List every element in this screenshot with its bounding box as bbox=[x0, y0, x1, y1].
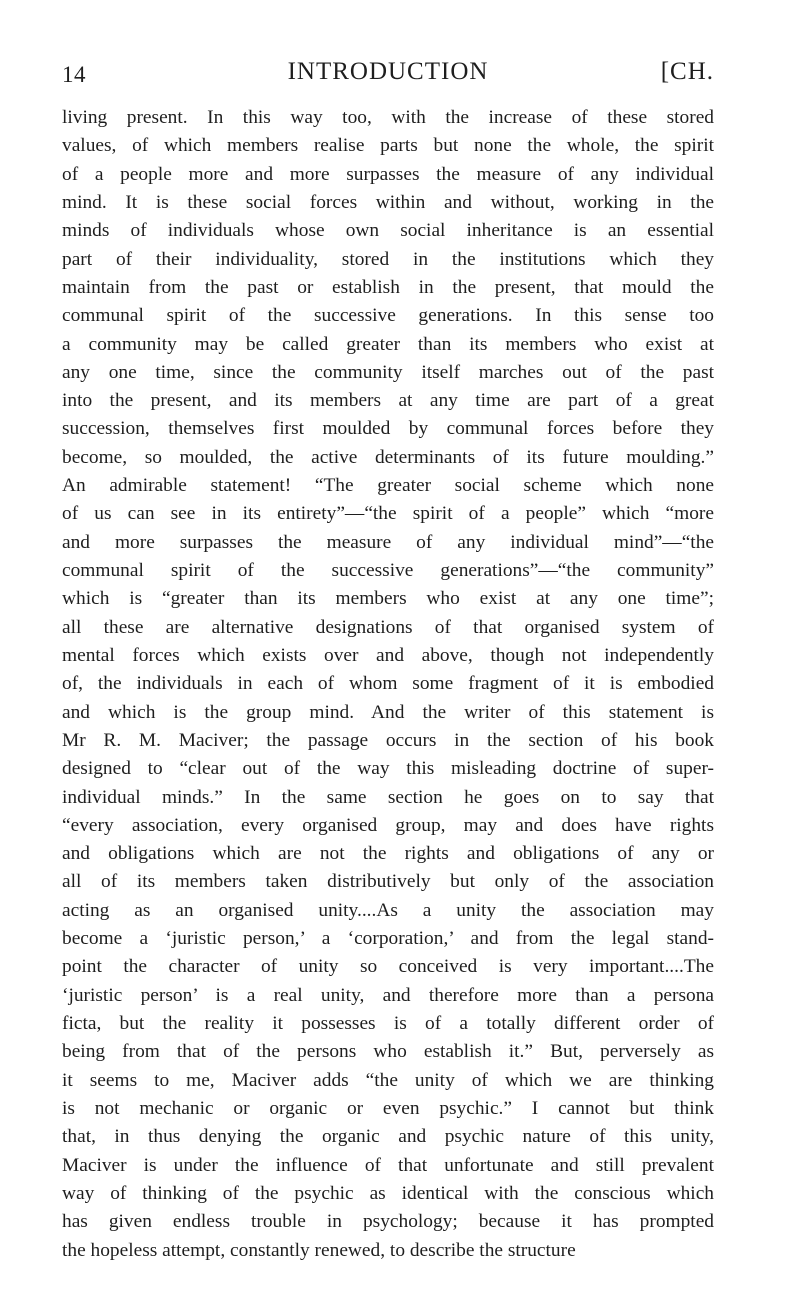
text-line: the hopeless attempt, constantly renewed, to describe the structure bbox=[62, 1239, 576, 1261]
text-line: ‘juristic person’ is a real unity, and therefore more than a persona bbox=[62, 984, 714, 1006]
text-line: of, the individuals in each of whom some fragment of it is embodied bbox=[62, 673, 714, 695]
text-line: minds of individuals whose own social inheritance is an essential bbox=[62, 220, 714, 242]
text-line: ficta, but the reality it possesses is of a totally different order of bbox=[62, 1013, 714, 1034]
text-line: point the character of unity so conceived is very important....The bbox=[62, 956, 714, 978]
text-line: has given endless trouble in psychology; because it has prompted bbox=[62, 1211, 714, 1233]
text-line: communal spirit of the successive generations”—“the community” bbox=[62, 560, 714, 581]
text-line: way of thinking of the psychic as identical with the conscious which bbox=[62, 1182, 714, 1204]
text-line: of us can see in its entirety”—“the spirit of a people” which “more bbox=[62, 503, 714, 525]
running-title: INTRODUCTION bbox=[287, 58, 489, 85]
body-text bbox=[62, 104, 714, 1265]
text-line: and obligations which are not the rights and obligations of any or bbox=[62, 843, 714, 865]
text-line: part of their individuality, stored in the institutions which they bbox=[62, 248, 714, 270]
text-line: of a people more and more surpasses the measure of any individual bbox=[62, 163, 714, 185]
text-line: it seems to me, Maciver adds “the unity of which we are thinking bbox=[62, 1069, 714, 1091]
text-line: succession, themselves first moulded by communal forces before they bbox=[62, 418, 714, 440]
text-line: individual minds.” In the same section he goes on to say that bbox=[62, 786, 714, 808]
text-line: values, of which members realise parts but none the whole, the spirit bbox=[62, 135, 714, 157]
text-line: that, in thus denying the organic and psychic nature of this unity, bbox=[62, 1126, 714, 1148]
text-line: become a ‘juristic person,’ a ‘corporation,’ and from the legal stand- bbox=[62, 928, 714, 950]
text-line: mental forces which exists over and above, though not independently bbox=[62, 644, 714, 666]
text-line: living present. In this way too, with the increase of these stored bbox=[62, 107, 714, 128]
text-line: all these are alternative designations of that organised system of bbox=[62, 616, 714, 638]
chapter-mark: [CH. bbox=[660, 58, 714, 85]
text-line: become, so moulded, the active determinants of its future moulding.” bbox=[62, 446, 714, 468]
text-line: designed to “clear out of the way this misleading doctrine of super- bbox=[62, 758, 714, 780]
text-line: acting as an organised unity....As a unity the association may bbox=[62, 899, 714, 921]
text-line: “every association, every organised group, may and does have rights bbox=[62, 814, 714, 836]
text-line: and more surpasses the measure of any individual mind”—“the bbox=[62, 531, 714, 553]
text-line: is not mechanic or organic or even psychic.” I cannot but think bbox=[62, 1097, 714, 1119]
running-head bbox=[62, 58, 714, 92]
text-line: and which is the group mind. And the writer of this statement is bbox=[62, 701, 714, 723]
text-line: communal spirit of the successive generations. In this sense too bbox=[62, 305, 714, 327]
page-number: 14 bbox=[62, 62, 86, 87]
text-line: maintain from the past or establish in the present, that mould the bbox=[62, 276, 714, 298]
text-line: being from that of the persons who establish it.” But, perversely as bbox=[62, 1041, 714, 1063]
text-line: which is “greater than its members who exist at any one time”; bbox=[62, 588, 714, 610]
text-line: all of its members taken distributively but only of the association bbox=[62, 871, 714, 893]
text-line: a community may be called greater than its members who exist at bbox=[62, 333, 714, 355]
text-line: into the present, and its members at any time are part of a great bbox=[62, 390, 714, 412]
text-line: Maciver is under the influence of that unfortunate and still prevalent bbox=[62, 1154, 714, 1176]
text-line: mind. It is these social forces within and without, working in the bbox=[62, 191, 714, 213]
text-line: An admirable statement! “The greater social scheme which none bbox=[62, 475, 714, 497]
text-line: Mr R. M. Maciver; the passage occurs in the section of his book bbox=[62, 729, 714, 751]
text-line: any one time, since the community itself marches out of the past bbox=[62, 361, 714, 383]
